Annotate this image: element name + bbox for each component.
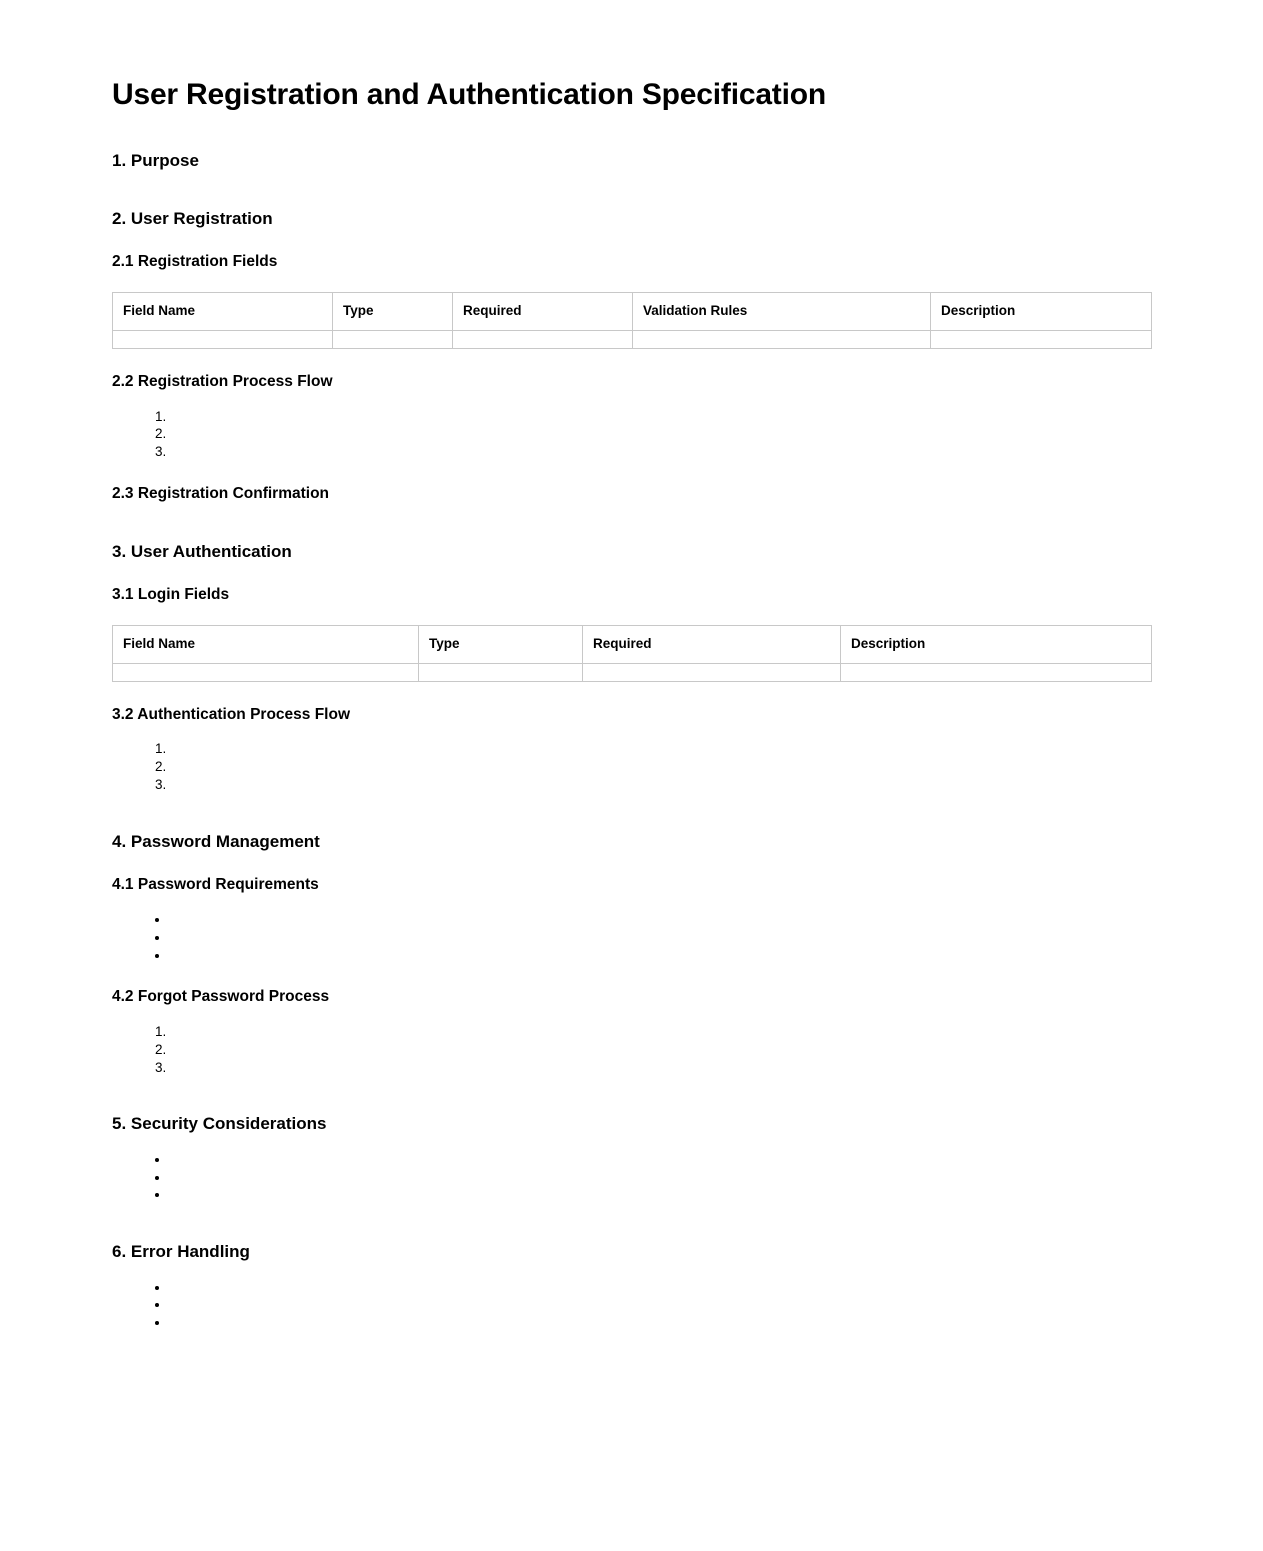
authentication-process-flow-list <box>112 740 1151 793</box>
list-item <box>170 1314 1151 1332</box>
table-cell-type <box>419 663 583 681</box>
section-heading-user-authentication: 3. User Authentication <box>112 541 292 561</box>
table-cell-type <box>333 331 453 349</box>
column-header-validation-rules: Validation Rules <box>633 292 931 330</box>
section-heading-user-registration: 2. User Registration <box>112 208 273 228</box>
table-row <box>113 663 1152 681</box>
table-cell-required <box>583 663 841 681</box>
subsection-heading-login-fields: 3.1 Login Fields <box>112 586 230 604</box>
section-heading-purpose: 1. Purpose <box>112 150 199 170</box>
subsection-heading-password-requirements: 4.1 Password Requirements <box>112 876 319 894</box>
column-header-description: Description <box>841 625 1152 663</box>
table-cell-required <box>453 331 633 349</box>
section-heading-error-handling: 6. Error Handling <box>112 1242 250 1262</box>
table-cell-description <box>841 663 1152 681</box>
table-cell-description <box>931 331 1152 349</box>
column-header-field-name: Field Name <box>113 625 419 663</box>
security-considerations-list <box>112 1151 1151 1204</box>
list-item <box>170 758 1151 776</box>
list-item <box>170 1041 1151 1059</box>
section-heading-password-management: 4. Password Management <box>112 831 320 851</box>
registration-fields-table <box>112 292 1152 349</box>
column-header-required: Required <box>583 625 841 663</box>
subsection-heading-forgot-password-process: 4.2 Forgot Password Process <box>112 988 330 1006</box>
table-header-row <box>113 292 1152 330</box>
error-handling-list <box>112 1279 1151 1332</box>
table-cell-field-name <box>113 331 333 349</box>
list-item <box>170 1023 1151 1041</box>
list-item <box>170 776 1151 794</box>
subsection-heading-authentication-process-flow: 3.2 Authentication Process Flow <box>112 705 351 723</box>
list-item <box>170 1169 1151 1187</box>
list-item <box>170 911 1151 929</box>
subsection-heading-registration-confirmation: 2.3 Registration Confirmation <box>112 485 330 503</box>
password-requirements-list <box>112 911 1151 964</box>
list-item <box>170 425 1151 443</box>
list-item <box>170 1059 1151 1077</box>
column-header-type: Type <box>419 625 583 663</box>
list-item <box>170 1279 1151 1297</box>
list-item <box>170 443 1151 461</box>
subsection-heading-registration-fields: 2.1 Registration Fields <box>112 253 278 271</box>
registration-process-flow-list <box>112 408 1151 461</box>
table-cell-field-name <box>113 663 419 681</box>
table-cell-validation-rules <box>633 331 931 349</box>
list-item <box>170 408 1151 426</box>
table-header-row <box>113 625 1152 663</box>
page-title: User Registration and Authentication Specification <box>112 78 826 111</box>
list-item <box>170 929 1151 947</box>
subsection-heading-registration-process-flow: 2.2 Registration Process Flow <box>112 373 333 391</box>
list-item <box>170 1151 1151 1169</box>
forgot-password-process-list <box>112 1023 1151 1076</box>
list-item <box>170 947 1151 965</box>
column-header-description: Description <box>931 292 1152 330</box>
column-header-required: Required <box>453 292 633 330</box>
section-heading-security-considerations: 5. Security Considerations <box>112 1114 327 1134</box>
list-item <box>170 740 1151 758</box>
column-header-type: Type <box>333 292 453 330</box>
list-item <box>170 1186 1151 1204</box>
login-fields-table <box>112 625 1152 682</box>
list-item <box>170 1296 1151 1314</box>
column-header-field-name: Field Name <box>113 292 333 330</box>
table-row <box>113 331 1152 349</box>
